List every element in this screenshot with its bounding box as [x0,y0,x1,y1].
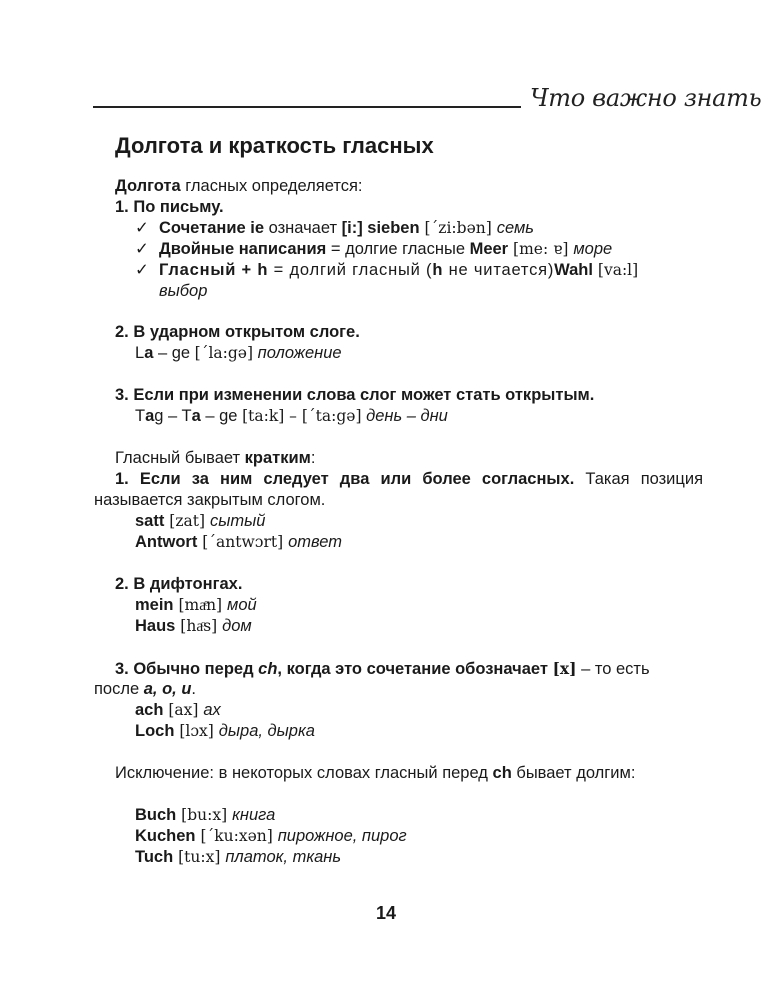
page-number: 14 [375,903,397,923]
rule3-heading: 3. Если при изменении слова слог может стать открытым. [115,386,595,404]
example-bold: a [145,407,155,425]
check-icon: ✓ [135,219,149,237]
rule1-item-1 [115,218,703,239]
short3-example-2 [115,721,703,742]
term-text: означает [264,219,342,237]
intro-bold: Долгота [115,177,181,195]
short1-example-2 [115,532,703,553]
exception-line [115,763,703,784]
translation: положение [253,344,342,362]
rule1-item-3 [115,260,703,302]
rule1-heading: 1. По письму. [115,198,224,216]
short-intro-text: : [310,449,316,467]
short-intro-bold: кратким [244,449,311,467]
check-icon: ✓ [135,261,149,279]
intro-line [115,176,703,197]
transcription: [ax] [163,701,204,719]
rule2-example [115,343,703,364]
rule3-example [115,406,703,427]
short3-heading-text: , когда это сочетание обозначает [277,660,553,678]
transcription: [me: ɐ] [508,240,574,258]
translation: выбор [159,282,208,300]
short3-line2 [94,679,703,700]
term-bold: h [432,261,444,279]
rule2-heading: 2. В ударном открытом слоге. [115,323,360,341]
example-word: Kuchen [135,827,196,845]
term-bold: [i:] sieben [341,219,420,237]
example-word: mein [135,596,174,614]
example-text: g – T [154,407,192,425]
exception-text: Исключение: в некоторых словах гласный перед [115,764,493,782]
translation: сытый [209,512,266,530]
term-text: не читается) [443,261,555,279]
example-text: – ge [200,407,243,425]
example-word: ach [135,701,164,719]
short-intro-text: Гласный бывает [115,449,245,467]
short3-heading-rest: – то есть [576,660,650,678]
term-text: = долгий гласный ( [268,261,433,279]
page-title: Долгота и краткость гласных [115,133,434,158]
translation: море [573,240,613,258]
transcription: [zat] [164,512,210,530]
short1-text: Такая позиция называется закрытым слогом. [94,470,704,509]
short2-heading: 2. В дифтонгах. [115,575,243,593]
translation: пирожное, пирог [277,827,407,845]
short3-heading [115,658,703,679]
translation: ах [203,701,221,719]
example-text: T [135,407,146,425]
term-bold: Двойные написания [159,240,327,258]
exception-text: бывает долгим: [511,764,636,782]
header-rule [93,106,521,108]
translation: дыра, дырка [218,722,315,740]
short2-example-2 [115,616,703,637]
example-bold: a [191,407,201,425]
translation: мой [227,596,257,614]
section-header-title: Что важно знать [530,84,762,112]
exception-example-2 [115,826,703,847]
short3-vowels: a, o, u [143,680,192,698]
translation: семь [496,219,534,237]
example-text: L [135,344,145,362]
short3-line2-text: после [94,680,144,698]
transcription: [ta:k] – [ˊta:gə] [242,407,362,425]
short1-heading: 1. Если за ним следует два или более согласных. [115,470,575,488]
term-bold: Meer [469,240,509,258]
short1-paragraph [94,469,703,511]
translation: книга [232,806,276,824]
term-bold: Гласный + h [159,261,269,279]
term-bold: Wahl [554,261,593,279]
translation: дом [222,617,252,635]
example-word: Buch [135,806,177,824]
transcription: [lɔx] [174,722,219,740]
exception-example-3 [115,847,703,868]
transcription: [va:l] [592,261,639,279]
example-bold: a [144,344,154,362]
rule1-item-2 [115,239,703,260]
term-bold: Сочетание ie [159,219,265,237]
exception-example-1 [115,805,703,826]
exception-bold: ch [492,764,512,782]
short1-example-1 [115,511,703,532]
transcription: [ˊla:gə] [194,344,254,362]
short3-heading-text: 3. Обычно перед [115,660,259,678]
translation: платок, ткань [225,848,342,866]
example-word: Tuch [135,848,174,866]
term-text: = долгие гласные [326,240,470,258]
example-text: – ge [153,344,195,362]
translation: ответ [288,533,342,551]
translation: день – дни [361,407,448,425]
transcription: [ˊantwɔrt] [197,533,289,551]
short-intro [115,448,703,469]
short2-example-1 [115,595,703,616]
example-word: satt [135,512,165,530]
short3-example-1 [115,700,703,721]
check-icon: ✓ [135,240,149,258]
transcription: [ˊzi:bən] [419,219,497,237]
transcription: [bu:x] [176,806,233,824]
short3-heading-ch: ch [258,660,278,678]
transcription: [tu:x] [173,848,226,866]
intro-text: гласных определяется: [180,177,363,195]
short3-line2-text: . [191,680,197,698]
transcription: [haͦs] [175,617,223,635]
transcription: [x] [552,659,577,678]
content-body [94,176,704,868]
example-word: Loch [135,722,175,740]
example-word: Haus [135,617,176,635]
transcription: [ˊku:xən] [195,827,278,845]
example-word: Antwort [135,533,198,551]
transcription: [maͤn] [173,596,228,614]
